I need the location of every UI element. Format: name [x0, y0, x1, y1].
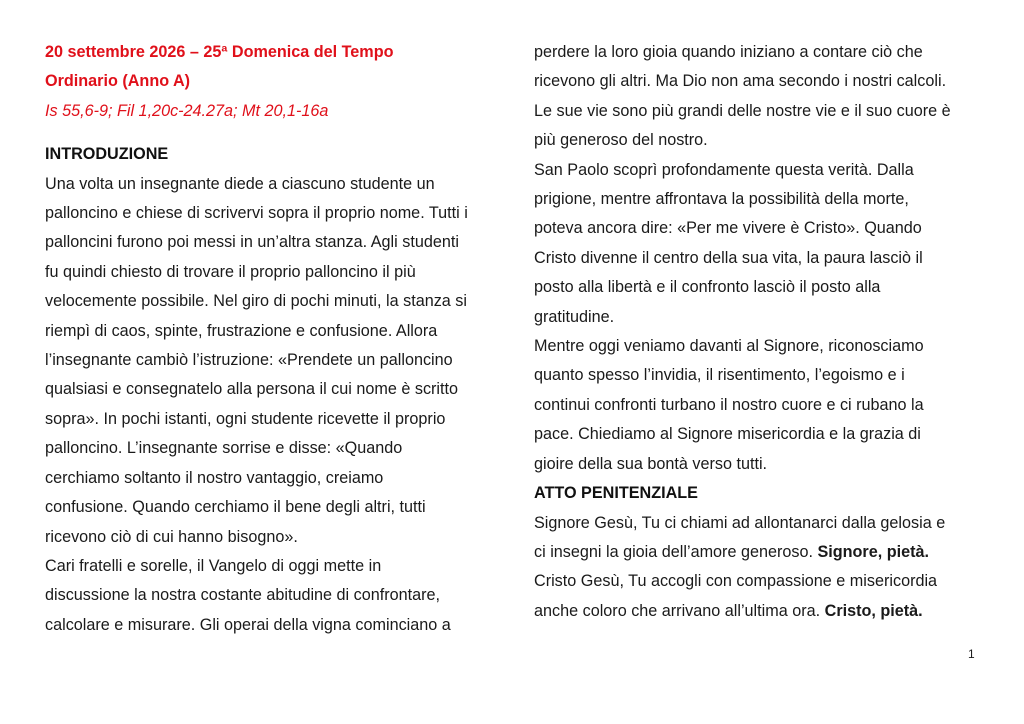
section-heading-atto-penitenziale: ATTO PENITENZIALE — [534, 484, 698, 503]
invocation-1-line-1: Signore Gesù, Tu ci chiami ad allontanarci dalla gelosia e — [534, 513, 946, 532]
text-line: pace. Chiediamo al Signore misericordia e la grazia di — [534, 425, 921, 444]
invocation-2-text: anche coloro che arrivano all’ultima ora. — [534, 601, 821, 620]
text-line: Le sue vie sono più grandi delle nostre vie e il suo cuore è — [534, 101, 951, 120]
text-line: Una volta un insegnante diede a ciascuno studente un — [45, 174, 435, 193]
text-line: prigione, mentre affrontava la possibilità della morte, — [534, 190, 909, 209]
text-line: più generoso del nostro. — [534, 131, 708, 150]
left-column — [45, 38, 505, 640]
text-line: palloncino. L’insegnante sorrise e disse: «Quando — [45, 439, 403, 458]
text-line: Cari fratelli e sorelle, il Vangelo di oggi mette in — [45, 556, 382, 575]
invocation-2-line-1: Cristo Gesù, Tu accogli con compassione e misericordia — [534, 572, 938, 591]
title-line-1: 20 settembre 2026 – 25ª Domenica del Tempo — [45, 43, 394, 61]
introduzione-text-left — [45, 170, 505, 641]
text-line: perdere la loro gioia quando iniziano a contare ciò che — [534, 43, 923, 61]
text-line: Mentre oggi veniamo davanti al Signore, riconosciamo — [534, 337, 924, 356]
text-line: palloncino e chiese di scrivervi sopra il proprio nome. Tutti i — [45, 204, 468, 223]
text-line: sopra». In pochi istanti, ogni studente ricevette il proprio — [45, 409, 446, 428]
text-line: discussione la nostra costante abitudine di confrontare, — [45, 586, 441, 605]
text-line: Cristo divenne il centro della sua vita, la paura lasciò il — [534, 248, 923, 267]
text-line: velocemente possibile. Nel giro di pochi minuti, la stanza si — [45, 292, 467, 311]
text-line: quanto spesso l’invidia, il risentimento, l’egoismo e i — [534, 366, 905, 385]
text-line: qualsiasi e consegnatelo alla persona il cui nome è scritto — [45, 380, 459, 399]
text-line: calcolare e misurare. Gli operai della vigna cominciano a — [45, 615, 451, 634]
text-line: palloncini furono poi messi in un’altra stanza. Agli studenti — [45, 233, 459, 252]
text-line: continui confronti turbano il nostro cuore e ci rubano la — [534, 395, 924, 414]
text-line: cerchiamo soltanto il nostro vantaggio, creiamo — [45, 468, 384, 487]
invocation-2-line-2 — [534, 597, 984, 626]
invocation-1-response: Signore, pietà. — [817, 542, 929, 561]
text-line: posto alla libertà e il confronto lasciò il posto alla — [534, 278, 881, 297]
text-line: l’insegnante cambiò l’istruzione: «Prendete un palloncino — [45, 351, 453, 370]
right-column — [534, 38, 984, 626]
readings-reference: Is 55,6-9; Fil 1,20c-24.27a; Mt 20,1-16a — [45, 101, 329, 120]
text-line: riempì di caos, spinte, frustrazione e confusione. Allora — [45, 321, 438, 340]
text-line: San Paolo scoprì profondamente questa verità. Dalla — [534, 160, 914, 179]
text-line: gratitudine. — [534, 307, 615, 326]
title-line-2: Ordinario (Anno A) — [45, 72, 191, 91]
introduzione-text-right — [534, 38, 984, 479]
invocation-1-line-2 — [534, 538, 984, 567]
invocation-2-response: Cristo, pietà. — [824, 601, 923, 620]
text-line: ricevono gli altri. Ma Dio non ama secondo i nostri calcoli. — [534, 72, 947, 91]
page-number: 1 — [968, 647, 975, 661]
text-line: ricevono ciò di cui hanno bisogno». — [45, 527, 298, 546]
text-line: confusione. Quando cerchiamo il bene degli altri, tutti — [45, 498, 426, 517]
text-line: gioire della sua bontà verso tutti. — [534, 454, 768, 473]
spacer — [45, 126, 505, 140]
text-line: poteva ancora dire: «Per me vivere è Cristo». Quando — [534, 219, 922, 238]
invocation-1-text: ci insegni la gioia dell’amore generoso. — [534, 542, 813, 561]
section-heading-introduzione: INTRODUZIONE — [45, 145, 169, 164]
text-line: fu quindi chiesto di trovare il proprio palloncino il più — [45, 262, 416, 281]
